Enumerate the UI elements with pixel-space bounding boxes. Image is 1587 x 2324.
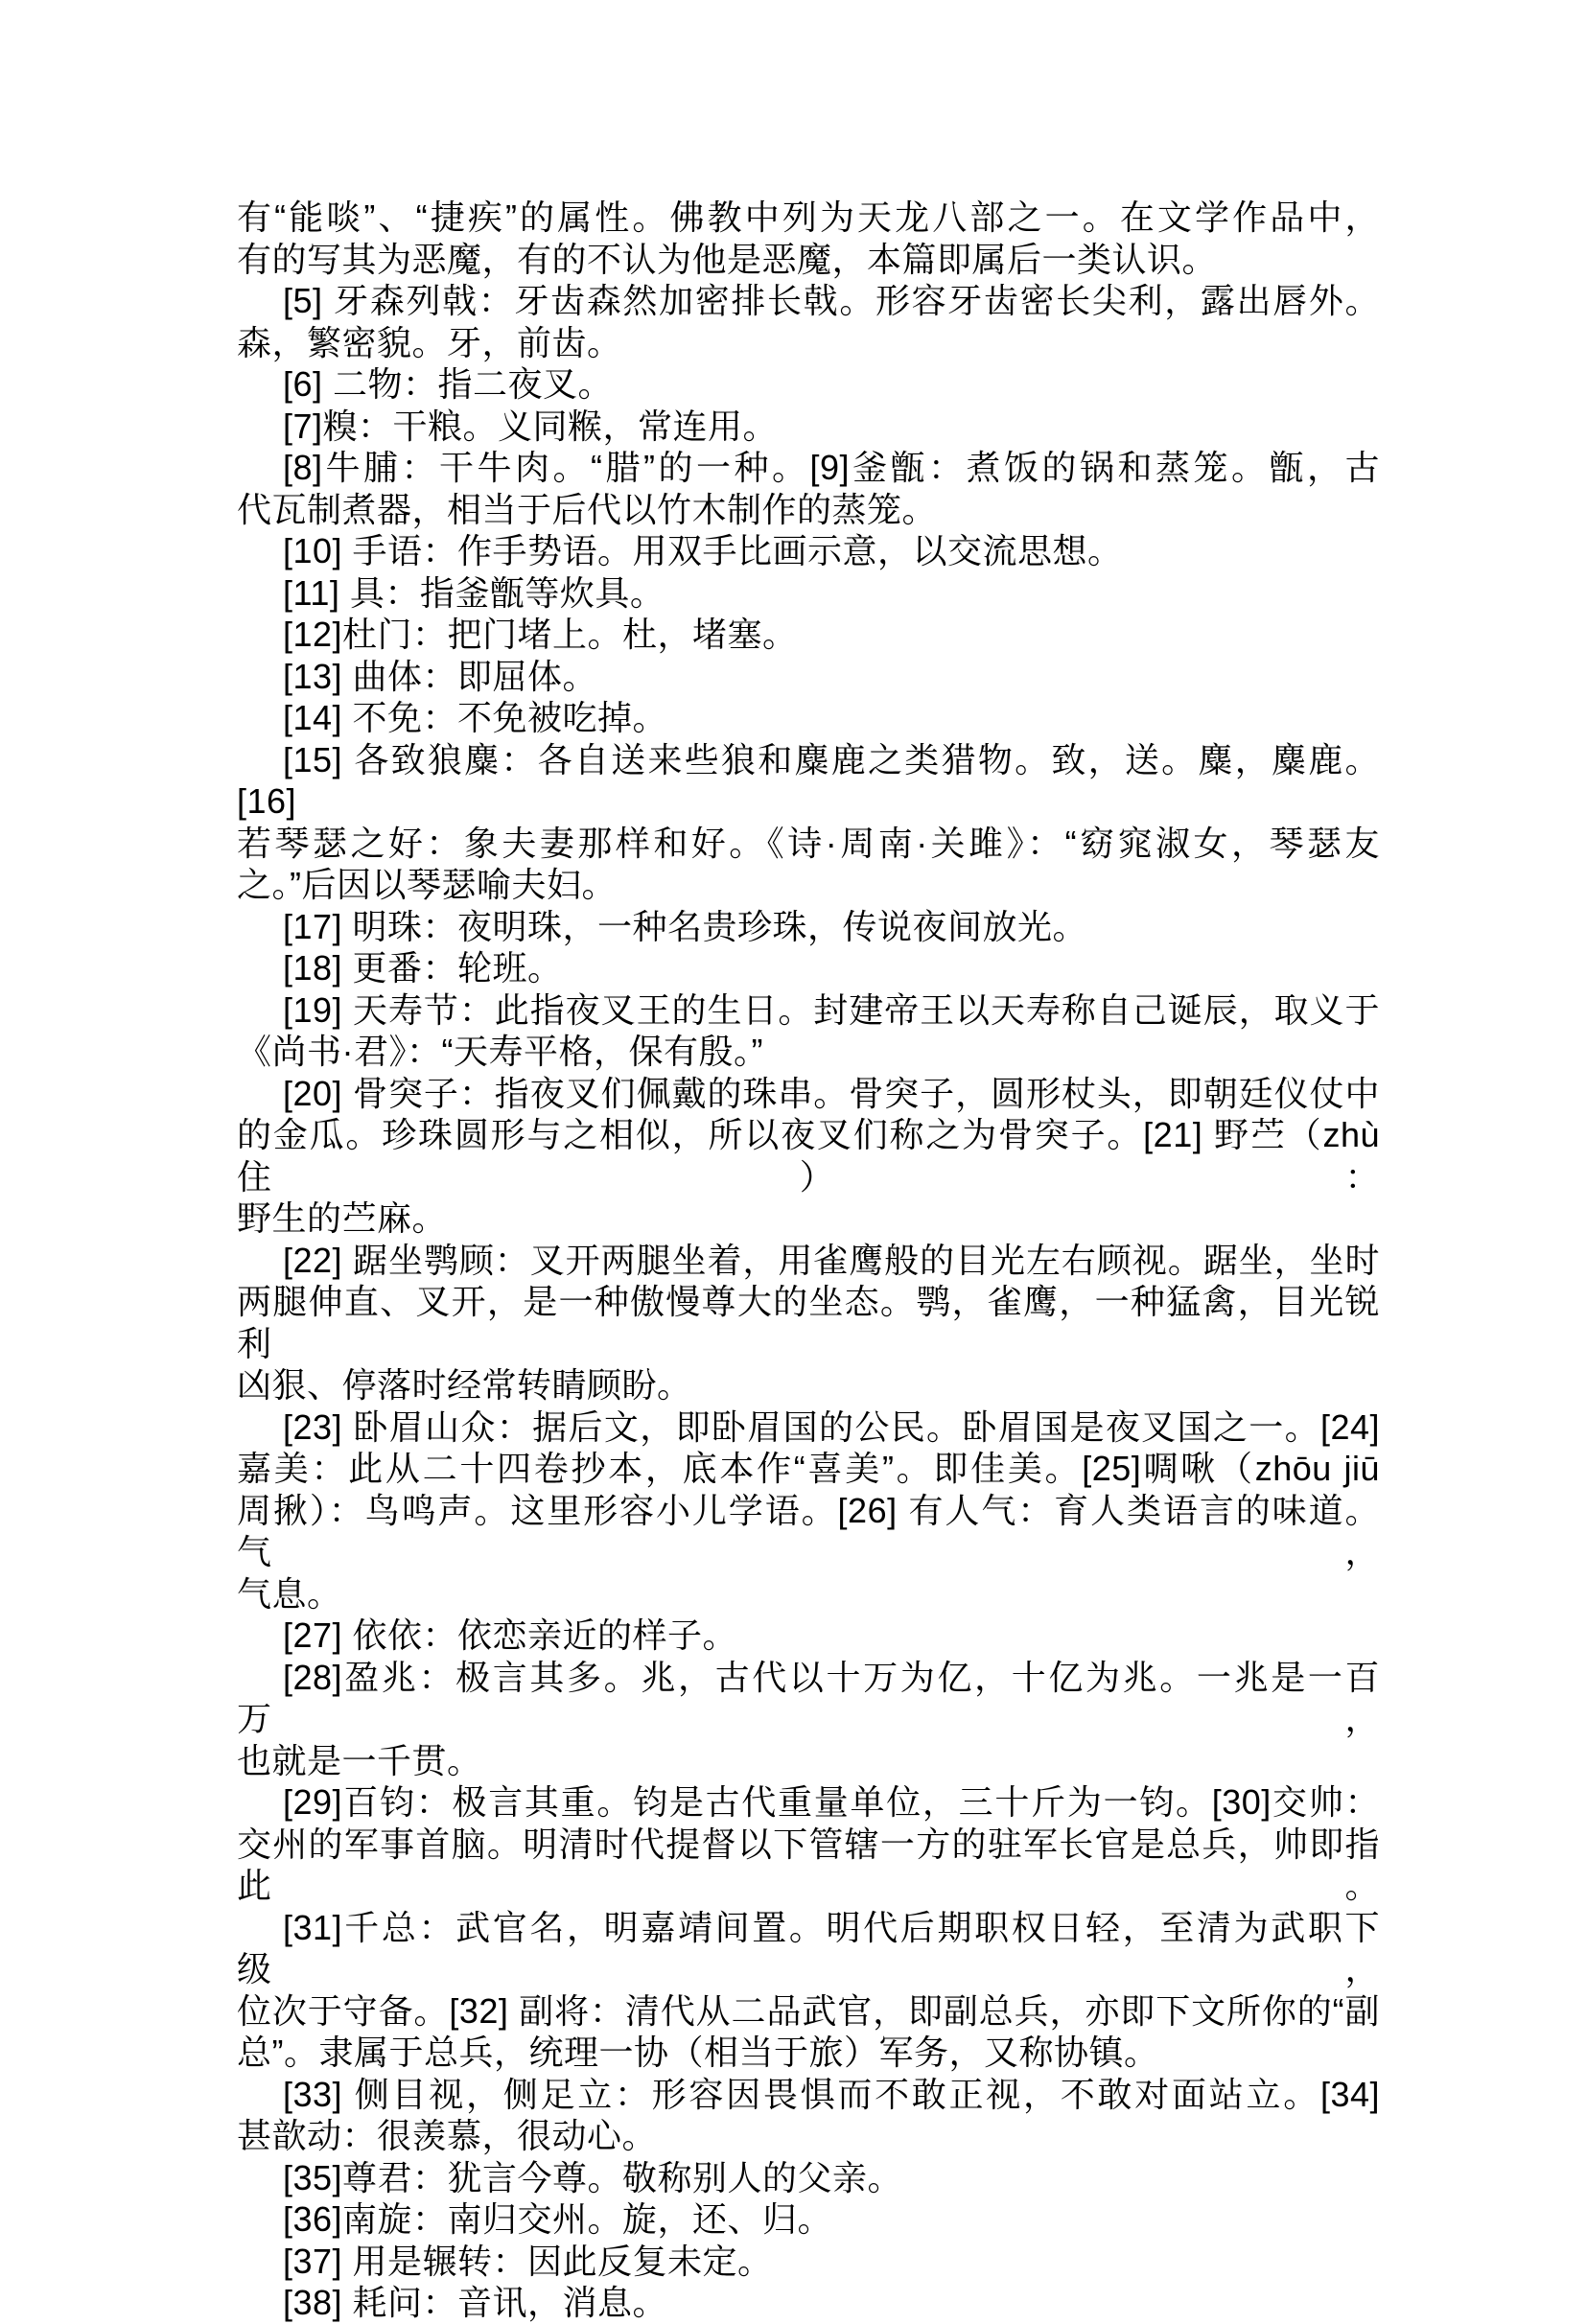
annotation-line: [7]糗：干粮。义同糇，常连用。 [283, 406, 779, 446]
annotation-line: 的金瓜。珍珠圆形与之相似，所以夜叉们称之为骨突子。[21] 野苎（zhù 住）： [237, 1115, 1380, 1197]
annotation-line: 有的写其为恶魔，有的不认为他是恶魔，本篇即属后一类认识。 [237, 239, 1218, 279]
annotation-line: [10] 手语：作手势语。用双手比画示意，以交流思想。 [283, 531, 1123, 570]
annotation-line: [27] 依依：依恋亲近的样子。 [283, 1615, 738, 1655]
annotation-line: [33] 侧目视，侧足立：形容因畏惧而不敢正视，不敢对面站立。[34] [283, 2074, 1380, 2114]
annotation-line: 有“能啖”、“捷疾”的属性。佛教中列为天龙八部之一。在文学作品中， [237, 198, 1380, 237]
annotation-line: 总”。隶属于总兵，统理一协（相当于旅）军务，又称协镇。 [237, 2033, 1159, 2072]
annotation-line: [11] 具：指釜甑等炊具。 [283, 572, 665, 613]
annotation-line: [36]南旋：南归交州。旋，还、归。 [283, 2199, 833, 2239]
annotation-line: [5] 牙森列戟：牙齿森然加密排长戟。形容牙齿密长尖利，露出唇外。 [283, 281, 1380, 320]
annotation-line: [38] 耗问：音讯，消息。 [283, 2283, 668, 2322]
annotation-line: 野生的苎麻。 [237, 1198, 448, 1238]
annotations-text [237, 197, 1380, 2324]
annotation-line: [29]百钧：极言其重。钧是古代重量单位，三十斤为一钧。[30]交帅： [283, 1782, 1380, 1822]
annotation-line: 交州的军事首脑。明清时代提督以下管辖一方的驻军长官是总兵，帅即指此。 [237, 1824, 1380, 1905]
annotation-line: [13] 曲体：即屈体。 [283, 656, 598, 696]
annotation-line: 若琴瑟之好：象夫妻那样和好。《诗·周南·关雎》：“窈窕淑女，琴瑟友 [237, 823, 1380, 863]
annotation-line: [14] 不免：不免被吃掉。 [283, 698, 668, 737]
annotation-line: 甚歆动：很羡慕，很动心。 [237, 2116, 658, 2155]
annotation-line: [6] 二物：指二夜叉。 [283, 364, 614, 404]
annotation-line: 森，繁密貌。牙，前齿。 [237, 322, 622, 362]
annotation-line: [20] 骨突子：指夜叉们佩戴的珠串。骨突子，圆形杖头，即朝廷仪仗中 [283, 1073, 1380, 1113]
annotation-line: [12]杜门：把门堵上。杜，堵塞。 [283, 615, 798, 654]
annotation-line: 嘉美：此从二十四卷抄本，底本作“喜美”。即佳美。[25]啁啾（zhōu jiū [237, 1449, 1380, 1488]
annotation-line: 位次于守备。[32] 副将：清代从二品武官，即副总兵，亦即下文所你的“副 [237, 1990, 1380, 2031]
annotation-line: 之。”后因以琴瑟喻夫妇。 [237, 865, 617, 904]
annotation-line: [22] 踞坐鹗顾：叉开两腿坐着，用雀鹰般的目光左右顾视。踞坐，坐时 [283, 1240, 1380, 1280]
annotation-line: 周揪）：鸟鸣声。这里形容小儿学语。[26] 有人气：育人类语言的味道。气， [237, 1490, 1380, 1571]
annotation-line: [17] 明珠：夜明珠，一种名贵珍珠，传说夜间放光。 [283, 906, 1088, 946]
annotation-line: [18] 更番：轮班。 [283, 948, 563, 988]
annotation-line: [23] 卧眉山众：据后文，即卧眉国的公民。卧眉国是夜叉国之一。[24] [283, 1406, 1380, 1447]
annotation-line: 气息。 [237, 1573, 342, 1614]
annotation-line: [37] 用是辗转：因此反复未定。 [283, 2241, 773, 2281]
annotation-line: 《尚书·君》：“天寿平格，保有殷。” [237, 1032, 763, 1071]
annotation-line: 凶狠、停落时经常转睛顾盼。 [237, 1365, 692, 1405]
annotation-line: 也就是一千贯。 [237, 1740, 482, 1780]
annotation-line: [35]尊君：犹言今尊。敬称别人的父亲。 [283, 2157, 903, 2197]
annotation-line: [19] 天寿节：此指夜叉王的生日。封建帝王以天寿称自己诞辰，取义于 [283, 989, 1380, 1030]
annotation-line: [8]牛脯：干牛肉。“腊”的一种。[9]釜甑：煮饭的锅和蒸笼。甑，古 [283, 448, 1380, 487]
annotation-line: [28]盈兆：极言其多。兆，古代以十万为亿，十亿为兆。一兆是一百万， [237, 1657, 1380, 1738]
annotation-line: 代瓦制煮器，相当于后代以竹木制作的蒸笼。 [237, 489, 938, 529]
annotation-line: 两腿伸直、叉开，是一种傲慢尊大的坐态。鹗，雀鹰，一种猛禽，目光锐利 [237, 1282, 1380, 1363]
annotation-line: [15] 各致狼麋：各自送来些狼和麋鹿之类猎物。致，送。麋，麋鹿。[16] [237, 739, 1380, 821]
annotation-line: [31]千总：武官名，明嘉靖间置。明代后期职权日轻，至清为武职下级， [237, 1907, 1380, 1988]
